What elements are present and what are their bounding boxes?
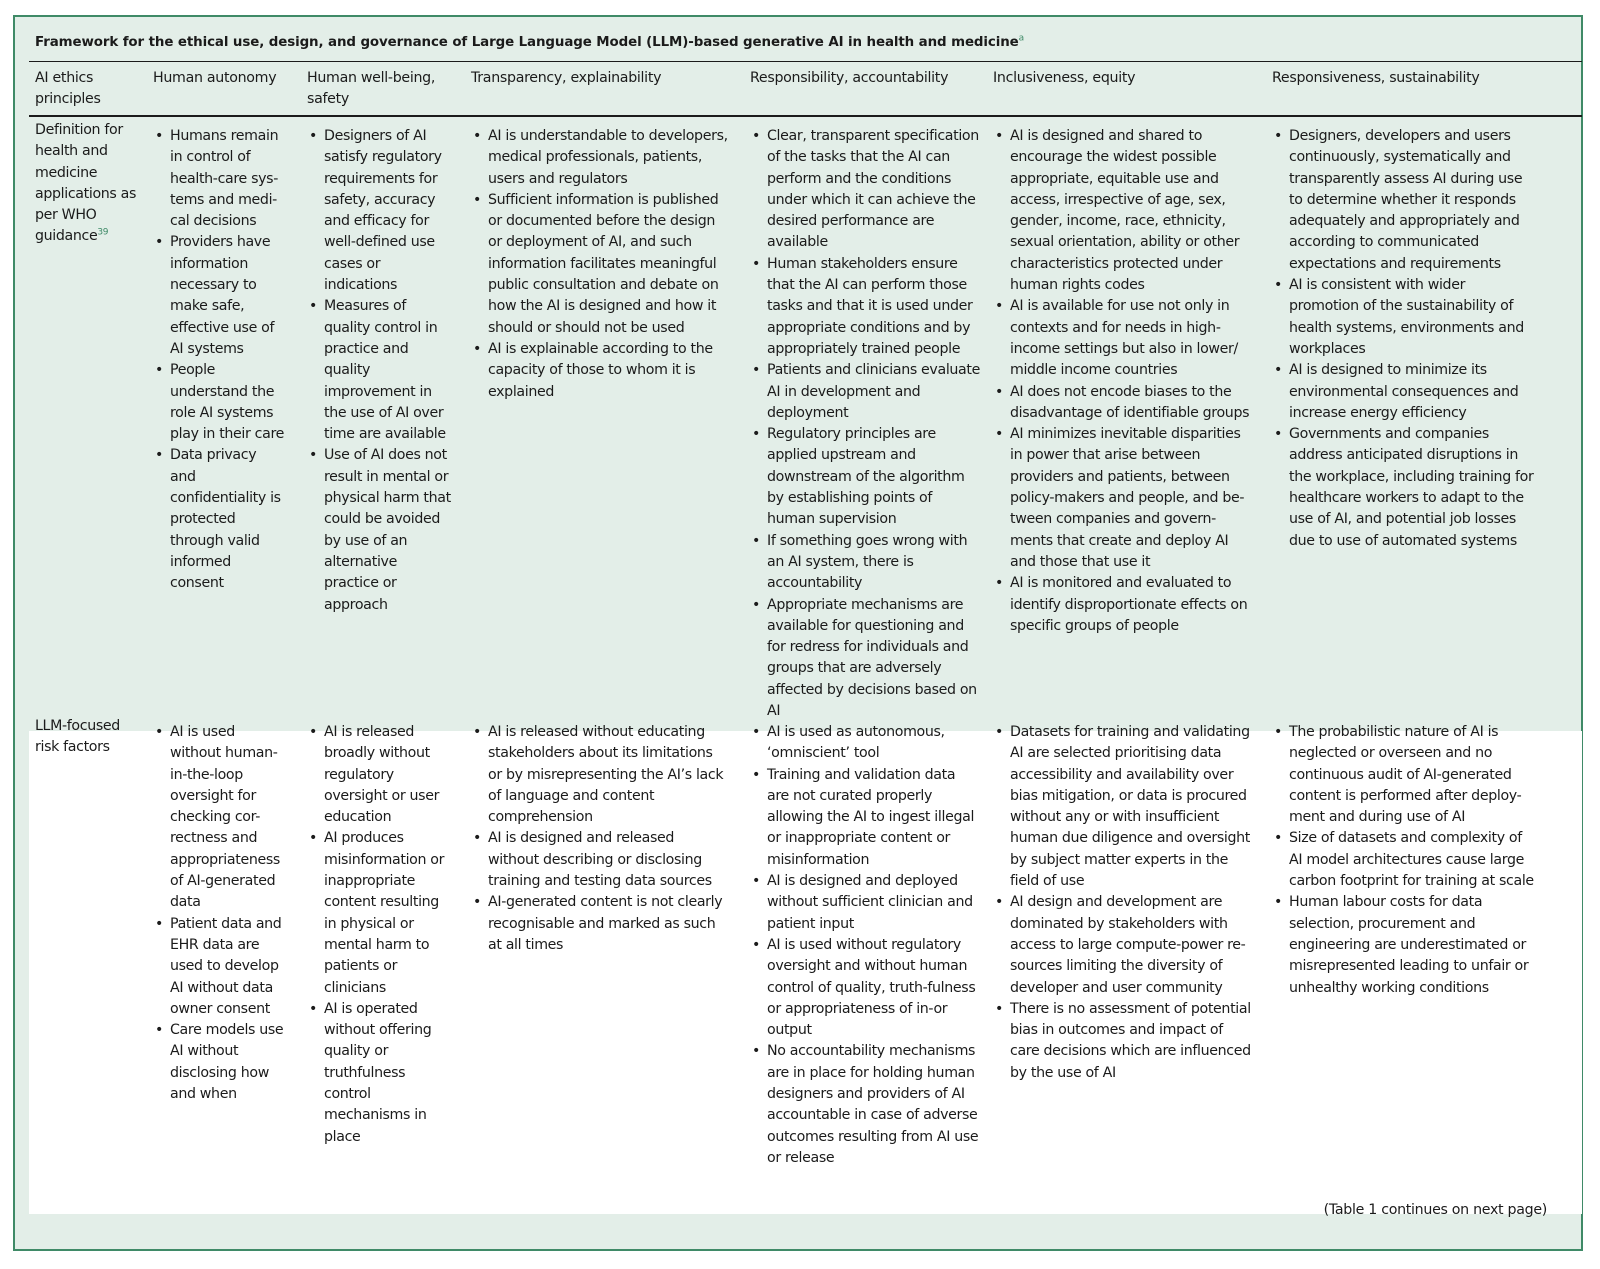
header-responsibility: Responsibility, accountability xyxy=(750,70,949,86)
list-item: • AI is understandable to developers, medical professionals, patients, users and regulators xyxy=(471,126,729,190)
list-item: • AI is monitored and evaluated to identify disproportionate effects on specific groups of people xyxy=(993,573,1255,637)
list-item: • AI minimizes inevitable disparities in power that arise between providers and patients, between policy-makers and people, and be-tween companies and govern-ments that create and deploy AI and those that use it xyxy=(993,424,1255,573)
table-frame xyxy=(13,15,1583,1251)
list-item: • Clear, transparent specification of the tasks that the AI can perform and the conditions under which it can achieve the desired performance are available xyxy=(750,126,980,254)
bullet-list xyxy=(471,722,729,956)
list-item: • Human stakeholders ensure that the AI can perform those tasks and that it is used under appropriate conditions and by appropriately trained people xyxy=(750,254,980,360)
list-item: • AI is designed to minimize its environmental consequences and increase energy efficiency xyxy=(1272,360,1534,424)
bullet-list xyxy=(750,126,980,722)
list-item: • Human labour costs for data selection, procurement and engineering are underestimated or misrepresented leading to unfair or unhealthy working conditions xyxy=(1272,892,1534,998)
list-item: • Patients and clinicians evaluate AI in development and deployment xyxy=(750,360,980,424)
list-item: • Providers have information necessary to make safe, effective use of AI systems xyxy=(153,232,286,360)
list-item: • Care models use AI without disclosing how and when xyxy=(153,1020,286,1105)
header-human-autonomy: Human autonomy xyxy=(153,70,277,86)
list-item: • AI design and development are dominated by stakeholders with access to large compute-power re-sources limiting the diversity of developer and user community xyxy=(993,892,1255,998)
bullet-list xyxy=(1272,126,1534,552)
caption-rule xyxy=(29,61,1582,62)
row-label-risk-factors: LLM-focused risk factors xyxy=(35,718,120,756)
table-continues-note: (Table 1 continues on next page) xyxy=(1323,1202,1547,1218)
bullet-list xyxy=(471,126,729,403)
definition-responsiveness-cell xyxy=(1272,126,1534,552)
list-item: • Patient data and EHR data are used to develop AI without data owner consent xyxy=(153,914,286,1020)
list-item: • Appropriate mechanisms are available for questioning and for redress for individuals and groups that are adversely affected by decisions based on AI xyxy=(750,595,980,723)
bullet-list xyxy=(750,722,980,1169)
bullet-list xyxy=(993,722,1255,1084)
list-item: • Designers, developers and users continuously, systematically and transparently assess AI during use to determine whether it responds adequately and appropriately and according to communicated expectations and requirements xyxy=(1272,126,1534,275)
list-item: • AI is used without regulatory oversight and without human control of quality, truth-fulness or appropriateness of in-or output xyxy=(750,935,980,1041)
list-item: • AI is released without educating stakeholders about its limitations or by misrepresenting the AI’s lack of language and content comprehension xyxy=(471,722,729,828)
definition-human-well-being-cell xyxy=(307,126,451,616)
bullet-list xyxy=(993,126,1255,637)
header-ai-ethics-principles: AI ethics principles xyxy=(35,70,101,108)
header-human-well-being: Human well-being, safety xyxy=(307,70,436,108)
header-transparency: Transparency, explainability xyxy=(471,70,662,86)
list-item: • AI is released broadly without regulatory oversight or user education xyxy=(307,722,451,828)
list-item: • AI produces misinformation or inappropriate content resulting in physical or mental harm to patients or clinicians xyxy=(307,828,451,998)
list-item: • Governments and companies address anticipated disruptions in the workplace, including training for healthcare workers to adapt to the use of AI, and potential job losses due to use of automated systems xyxy=(1272,424,1534,552)
definition-transparency-cell xyxy=(471,126,729,403)
definition-human-autonomy-cell xyxy=(153,126,286,595)
list-item: • AI-generated content is not clearly recognisable and marked as such at all times xyxy=(471,892,729,956)
list-item: • There is no assessment of potential bias in outcomes and impact of care decisions which are influenced by the use of AI xyxy=(993,999,1255,1084)
list-item: • Regulatory principles are applied upstream and downstream of the algorithm by establishing points of human supervision xyxy=(750,424,980,530)
risk-human-autonomy-cell xyxy=(153,722,286,1105)
list-item: • Datasets for training and validating AI are selected prioritising data accessibility and availability over bias mitigation, or data is procured without any or with insufficient human due diligence and oversight by subject matter experts in the field of use xyxy=(993,722,1255,892)
definition-responsibility-cell xyxy=(750,126,980,722)
list-item: • AI does not encode biases to the disadvantage of identifiable groups xyxy=(993,382,1255,425)
table-caption-text: Framework for the ethical use, design, and governance of Large Language Model (LLM)-based generative AI in health and medicine xyxy=(35,35,1019,50)
list-item: • Humans remain in control of health-care sys-tems and medi-cal decisions xyxy=(153,126,286,232)
risk-responsibility-cell xyxy=(750,722,980,1169)
list-item: • If something goes wrong with an AI system, there is accountability xyxy=(750,531,980,595)
reference-marker[interactable]: 39 xyxy=(97,227,109,238)
row-label-definition xyxy=(35,120,137,248)
caption-footnote-marker[interactable]: a xyxy=(1018,33,1025,44)
risk-transparency-cell xyxy=(471,722,729,956)
list-item: • AI is designed and released without describing or disclosing training and testing data sources xyxy=(471,828,729,892)
list-item: • AI is used without human-in-the-loop oversight for checking cor-rectness and appropriateness of AI-generated data xyxy=(153,722,286,914)
bullet-list xyxy=(307,126,451,616)
row-label-definition-text: Definition for health and medicine applications as per WHO guidance xyxy=(35,122,136,245)
list-item: • Data privacy and confidentiality is protected through valid informed consent xyxy=(153,445,286,594)
list-item: • Size of datasets and complexity of AI model architectures cause large carbon footprint for training at scale xyxy=(1272,828,1534,892)
header-responsiveness: Responsiveness, sustainability xyxy=(1272,70,1480,86)
list-item: • The probabilistic nature of AI is neglected or overseen and no continuous audit of AI-generated content is performed after deploy-ment and during use of AI xyxy=(1272,722,1534,828)
list-item: • People understand the role AI systems play in their care xyxy=(153,360,286,445)
list-item: • AI is consistent with wider promotion of the sustainability of health systems, environments and workplaces xyxy=(1272,275,1534,360)
list-item: • AI is designed and shared to encourage the widest possible appropriate, equitable use and access, irrespective of age, sex, gender, income, race, ethnicity, sexual orientation, ability or other characteristics protected under human rights codes xyxy=(993,126,1255,296)
list-item: • Training and validation data are not curated properly allowing the AI to ingest illegal or inappropriate content or misinformation xyxy=(750,765,980,871)
risk-responsiveness-cell xyxy=(1272,722,1534,999)
header-rule xyxy=(29,115,1582,117)
list-item: • No accountability mechanisms are in place for holding human designers and providers of AI accountable in case of adverse outcomes resulting from AI use or release xyxy=(750,1041,980,1169)
table-caption xyxy=(35,35,1024,50)
risk-inclusiveness-cell xyxy=(993,722,1255,1084)
definition-inclusiveness-cell xyxy=(993,126,1255,637)
list-item: • AI is used as autonomous, ‘omniscient’ tool xyxy=(750,722,980,765)
risk-human-well-being-cell xyxy=(307,722,451,1148)
list-item: • AI is explainable according to the capacity of those to whom it is explained xyxy=(471,339,729,403)
header-inclusiveness: Inclusiveness, equity xyxy=(993,70,1136,86)
list-item: • Designers of AI satisfy regulatory requirements for safety, accuracy and efficacy for well-defined use cases or indications xyxy=(307,126,451,296)
list-item: • AI is designed and deployed without sufficient clinician and patient input xyxy=(750,871,980,935)
bullet-list xyxy=(153,722,286,1105)
list-item: • AI is available for use not only in contexts and for needs in high-income settings but also in lower/ middle income countries xyxy=(993,296,1255,381)
list-item: • Measures of quality control in practice and quality improvement in the use of AI over time are available xyxy=(307,296,451,445)
list-item: • Use of AI does not result in mental or physical harm that could be avoided by use of an alternative practice or approach xyxy=(307,445,451,615)
bullet-list xyxy=(307,722,451,1148)
bullet-list xyxy=(1272,722,1534,999)
list-item: • Sufficient information is published or documented before the design or deployment of AI, and such information facilitates meaningful public consultation and debate on how the AI is designed and how it should or should not be used xyxy=(471,190,729,339)
bullet-list xyxy=(153,126,286,595)
list-item: • AI is operated without offering quality or truthfulness control mechanisms in place xyxy=(307,999,451,1148)
